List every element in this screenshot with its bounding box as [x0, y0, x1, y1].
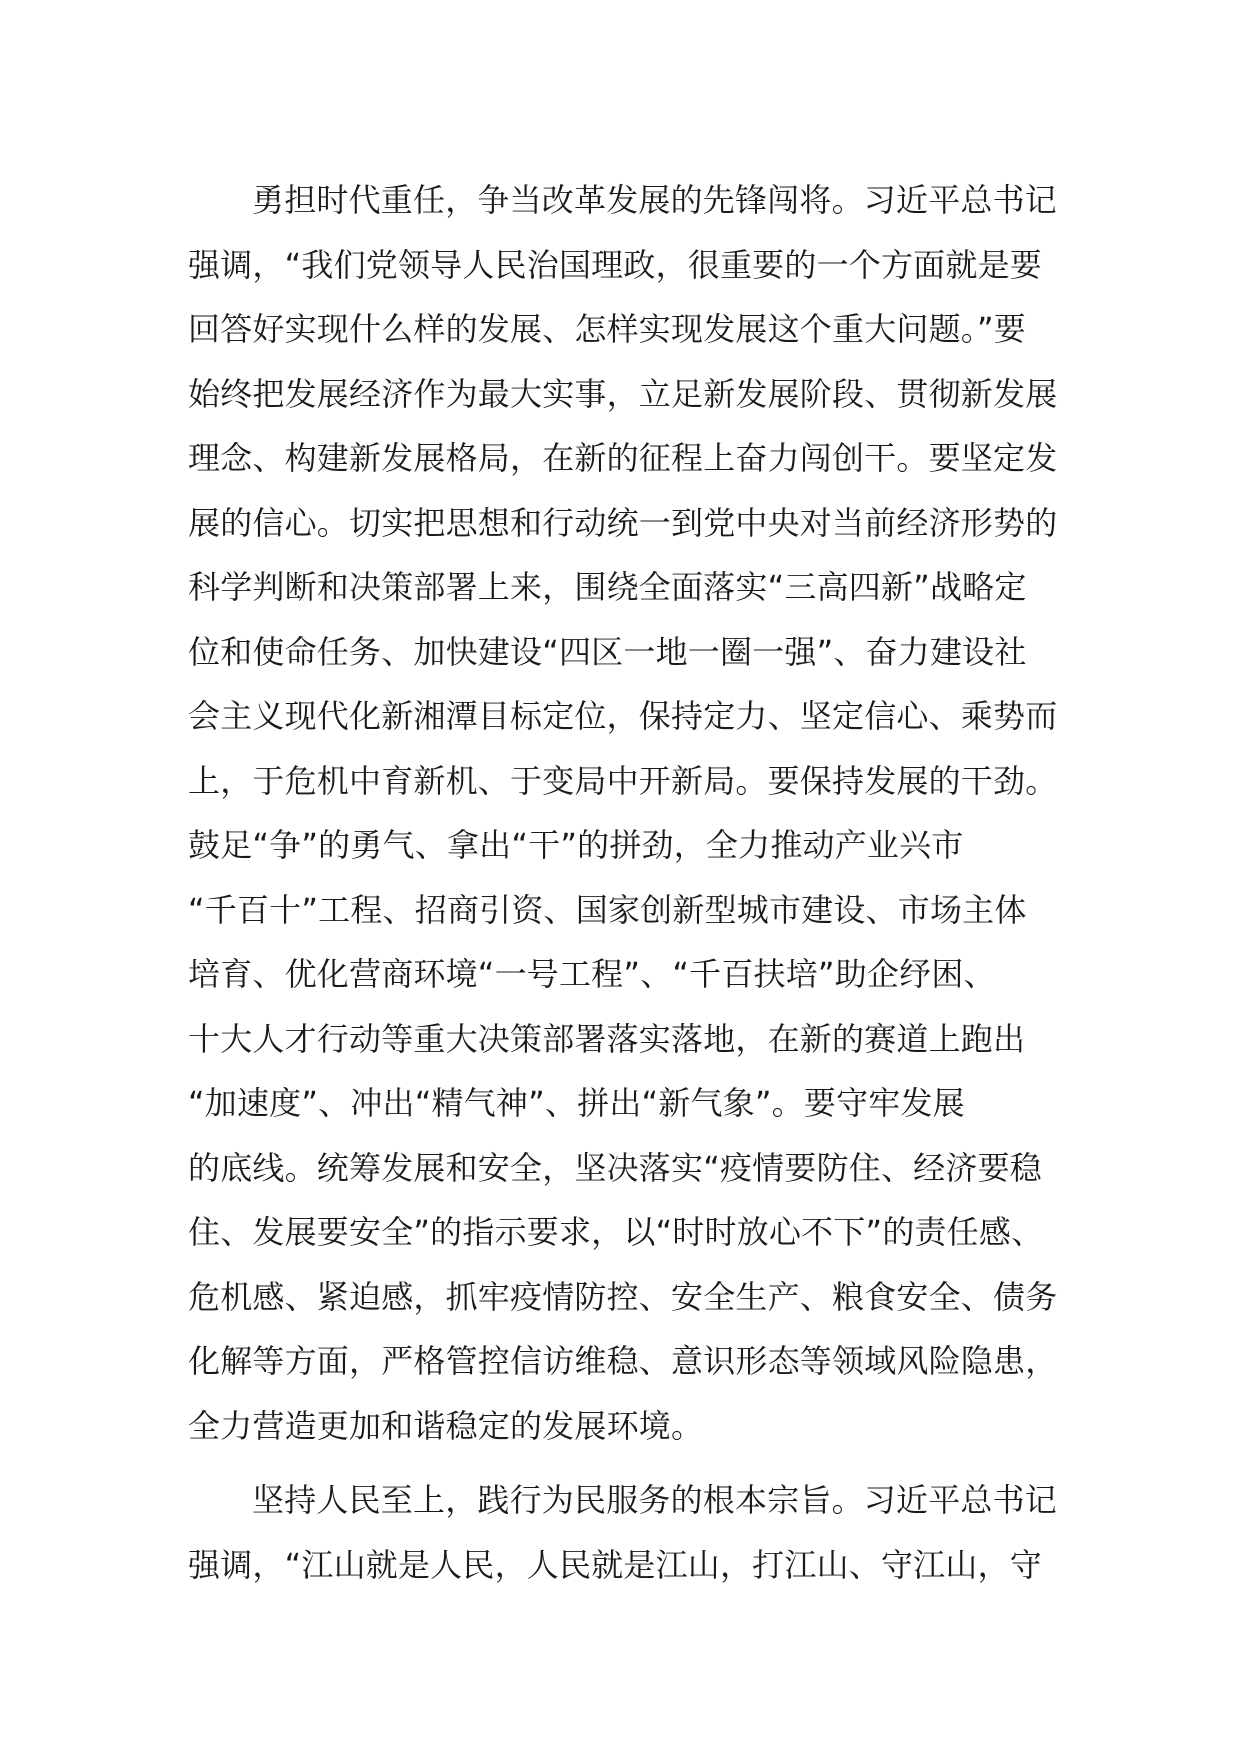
text-line: 回答好实现什么样的发展、怎样实现发展这个重大问题。”要: [188, 310, 1026, 348]
text-line: “加速度”、冲出“精气神”、拼出“新气象”。要守牢发展: [188, 1084, 965, 1122]
text-line: 危机感、紧迫感，抓牢疫情防控、安全生产、粮食安全、债务: [188, 1277, 1058, 1316]
paragraph-2: [188, 1468, 1078, 1597]
text-line: 全力营造更加和谐稳定的发展环境。: [188, 1406, 704, 1445]
text-line: “千百十”工程、招商引资、国家创新型城市建设、市场主体: [188, 890, 1027, 929]
paragraph-1: [188, 168, 1078, 1458]
body-text: [188, 168, 1078, 1597]
text-line: 会主义现代化新湘潭目标定位，保持定力、坚定信心、乘势而: [188, 697, 1058, 735]
text-line: 住、发展要安全”的指示要求，以“时时放心不下”的责任感、: [188, 1213, 1044, 1251]
text-line: 位和使命任务、加快建设“四区一地一圈一强”、奋力建设社: [188, 632, 1027, 671]
paragraph-gap: [188, 1458, 1078, 1468]
text-line: 展的信心。切实把思想和行动统一到党中央对当前经济形势的: [188, 503, 1058, 542]
text-line: 十大人才行动等重大决策部署落实落地，在新的赛道上跑出: [188, 1019, 1026, 1058]
text-line: 勇担时代重任，争当改革发展的先锋闯将。习近平总书记: [252, 181, 1058, 219]
text-line: 始终把发展经济作为最大实事，立足新发展阶段、贯彻新发展: [188, 374, 1058, 413]
text-line: 坚持人民至上，践行为民服务的根本宗旨。习近平总书记: [252, 1481, 1058, 1519]
text-line: 强调，“江山就是人民，人民就是江山，打江山、守江山，守: [188, 1545, 1042, 1584]
text-line: 培育、优化营商环境“一号工程”、“千百扶培”助企纾困、: [188, 955, 996, 993]
text-line: 化解等方面，严格管控信访维稳、意识形态等领域风险隐患，: [188, 1342, 1058, 1380]
text-line: 鼓足“争”的勇气、拿出“干”的拼劲，全力推动产业兴市: [188, 826, 964, 864]
text-line: 科学判断和决策部署上来，围绕全面落实“三高四新”战略定: [188, 568, 1027, 606]
text-line: 强调，“我们党领导人民治国理政，很重要的一个方面就是要: [188, 245, 1042, 284]
text-line: 理念、构建新发展格局，在新的征程上奋力闯创干。要坚定发: [188, 439, 1058, 477]
text-line: 上，于危机中育新机、于变局中开新局。要保持发展的干劲。: [188, 761, 1058, 800]
text-line: 的底线。统筹发展和安全，坚决落实“疫情要防住、经济要稳: [188, 1148, 1042, 1187]
